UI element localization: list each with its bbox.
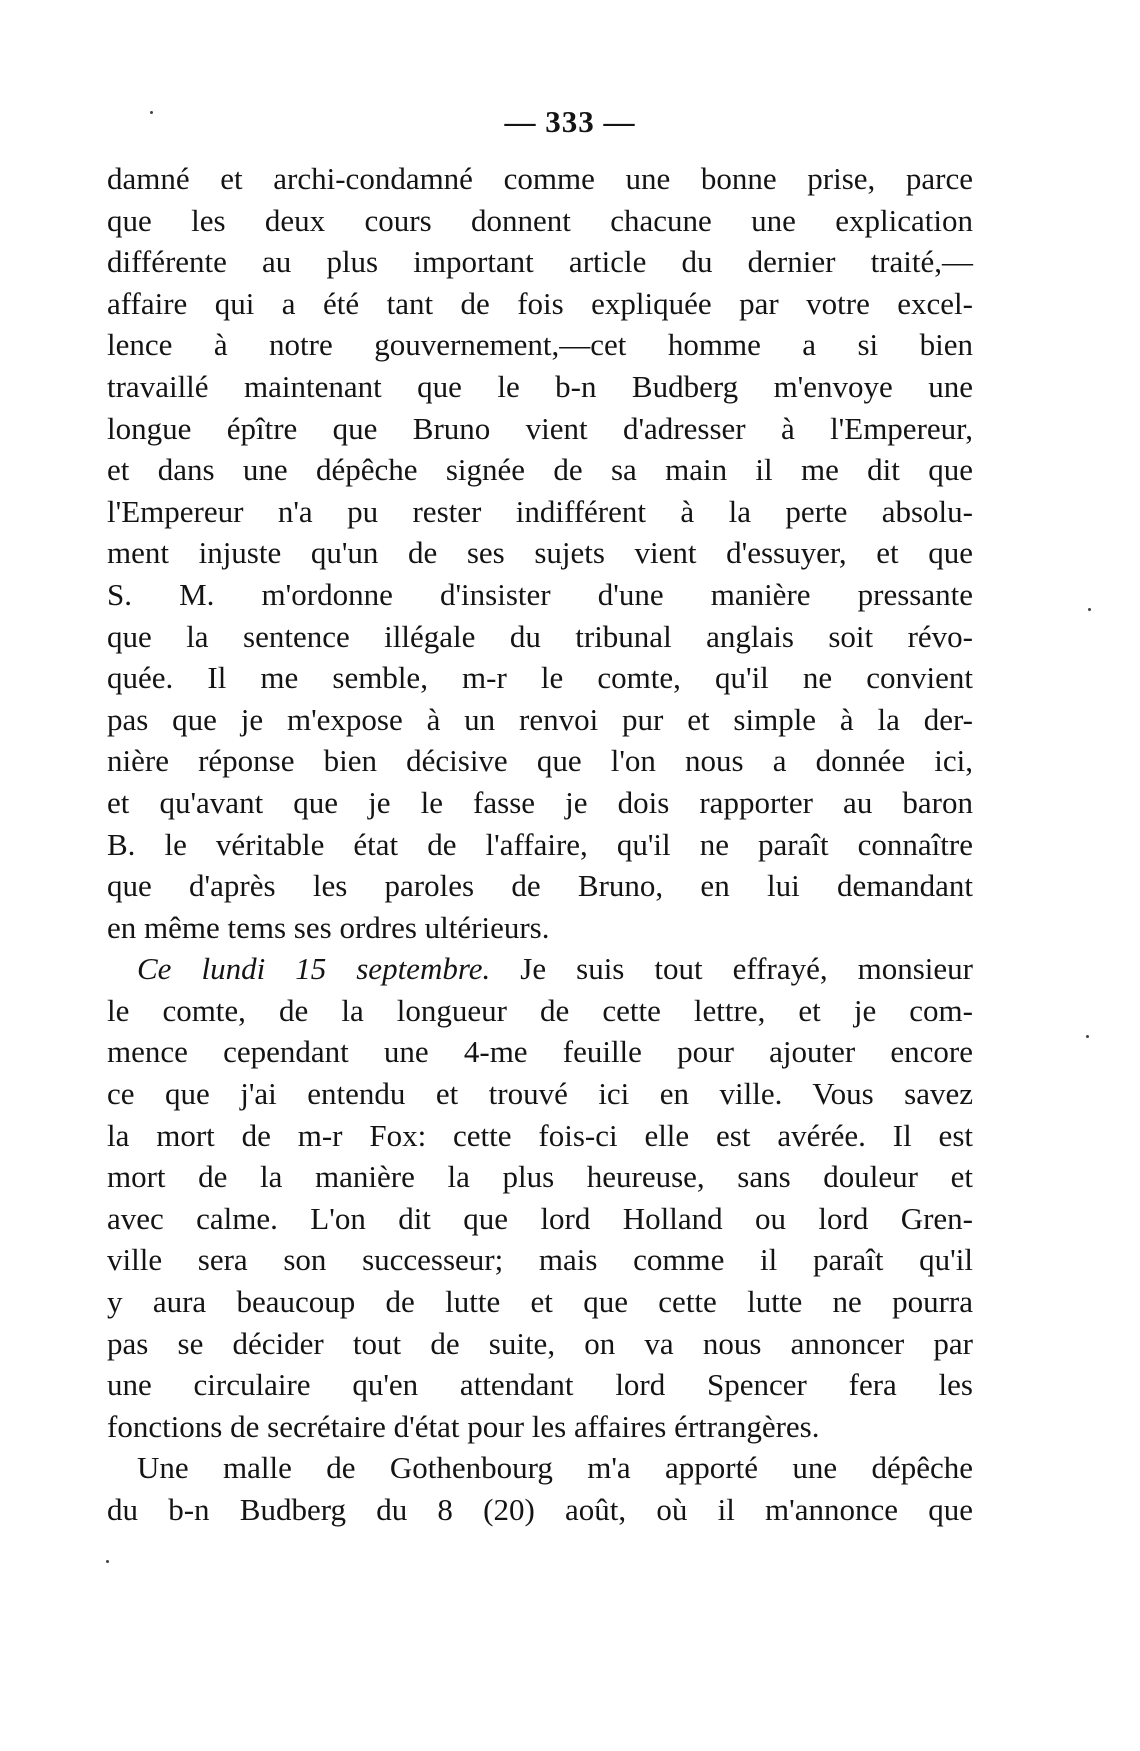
text-line: différente au plus important article du dernier traité,—: [107, 244, 973, 280]
text-line: que d'après les paroles de Bruno, en lui demandant: [107, 868, 973, 904]
text-line: en même tems ses ordres ultérieurs.: [107, 909, 550, 945]
text-line-fragment: Je suis tout effrayé, monsieur: [520, 951, 973, 987]
text-line: et dans une dépêche signée de sa main il me dit que: [107, 452, 973, 488]
text-line: ment injuste qu'un de ses sujets vient d'essuyer, et que: [107, 535, 973, 571]
text-line: avec calme. L'on dit que lord Holland ou lord Gren-: [107, 1200, 973, 1236]
text-line: lence à notre gouvernement,—cet homme a si bien: [107, 327, 973, 363]
text-line: S. M. m'ordonne d'insister d'une manière pressante: [107, 576, 973, 612]
text-line: ville sera son successeur; mais comme il paraît qu'il: [107, 1242, 973, 1278]
text-line: l'Empereur n'a pu rester indifférent à la perte absolu-: [107, 493, 973, 529]
text-line: du b-n Budberg du 8 (20) août, où il m'annonce que: [107, 1492, 973, 1527]
page-number: — 333 —: [504, 104, 636, 139]
dateline-paragraph-line: [107, 948, 973, 990]
text-line: B. le véritable état de l'affaire, qu'il ne paraît connaître: [107, 826, 973, 862]
text-line: fonctions de secrétaire d'état pour les affaires értrangères.: [107, 1408, 820, 1444]
body-text: [107, 158, 973, 1531]
text-line: damné et archi-condamné comme une bonne prise, parce: [107, 161, 973, 196]
text-line: ce que j'ai entendu et trouvé ici en ville. Vous savez: [107, 1076, 973, 1112]
text-line: y aura beaucoup de lutte et que cette lutte ne pourra: [107, 1284, 973, 1320]
print-speck: [106, 1560, 109, 1563]
text-line: une circulaire qu'en attendant lord Spencer fera les: [107, 1367, 973, 1403]
text-line: nière réponse bien décisive que l'on nous a donnée ici,: [107, 743, 973, 779]
dateline: Ce lundi 15 septembre.: [137, 951, 491, 987]
text-line: longue épître que Bruno vient d'adresser à l'Empereur,: [107, 410, 973, 446]
text-line: pas se décider tout de suite, on va nous annoncer par: [107, 1325, 973, 1361]
text-line: que les deux cours donnent chacune une explication: [107, 202, 973, 238]
text-line: Une malle de Gothenbourg m'a apporté une dépêche: [137, 1450, 973, 1486]
text-line: pas que je m'expose à un renvoi pur et simple à la der-: [107, 701, 973, 737]
print-speck: [1086, 1035, 1089, 1038]
text-line: travaillé maintenant que le b-n Budberg m'envoye une: [107, 368, 973, 404]
print-speck: [1088, 608, 1091, 611]
text-line: affaire qui a été tant de fois expliquée par votre excel-: [107, 285, 973, 321]
text-line: quée. Il me semble, m-r le comte, qu'il ne convient: [107, 660, 973, 696]
text-line: que la sentence illégale du tribunal anglais soit révo-: [107, 618, 973, 654]
text-line: le comte, de la longueur de cette lettre, et je com-: [107, 992, 973, 1028]
text-line: mence cependant une 4-me feuille pour ajouter encore: [107, 1034, 973, 1070]
text-line: et qu'avant que je le fasse je dois rapporter au baron: [107, 784, 973, 820]
text-line: mort de la manière la plus heureuse, sans douleur et: [107, 1159, 973, 1195]
text-line: la mort de m-r Fox: cette fois-ci elle est avérée. Il est: [107, 1117, 973, 1153]
